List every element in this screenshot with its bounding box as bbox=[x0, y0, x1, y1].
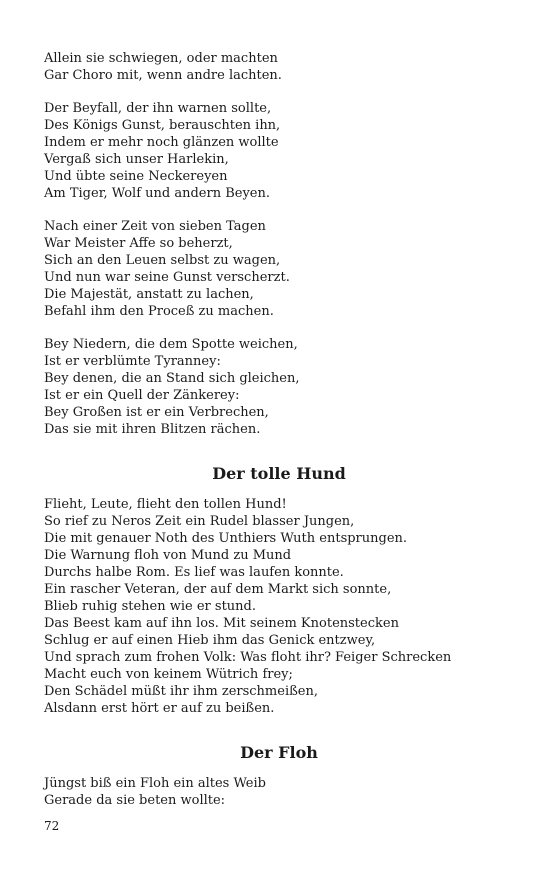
verse-line: Gar Choro mit, wenn andre lachten. bbox=[44, 68, 282, 83]
verse-line: Allein sie schwiegen, oder machten bbox=[44, 51, 278, 66]
verse-line: Vergaß sich unser Harlekin, bbox=[44, 152, 229, 167]
verse-line: Schlug er auf einen Hieb ihm das Genick entzwey, bbox=[44, 633, 376, 648]
verse-line: Bey denen, die an Stand sich gleichen, bbox=[44, 371, 300, 386]
verse-line: Ein rascher Veteran, der auf dem Markt sich sonnte, bbox=[44, 582, 392, 597]
verse-line: Sich an den Leuen selbst zu wagen, bbox=[44, 253, 281, 268]
stanza bbox=[44, 100, 514, 202]
verse-line: Ist er verblümte Tyranney: bbox=[44, 354, 221, 369]
stanza bbox=[44, 218, 514, 320]
page-content bbox=[44, 50, 514, 825]
verse-line: Alsdann erst hört er auf zu beißen. bbox=[44, 701, 275, 716]
verse-line: Der Beyfall, der ihn warnen sollte, bbox=[44, 101, 272, 116]
verse-line: War Meister Affe so beherzt, bbox=[44, 236, 233, 251]
poem-title-floh: Der Floh bbox=[240, 743, 318, 762]
poem-title-hund: Der tolle Hund bbox=[212, 464, 346, 483]
verse-line: Und sprach zum frohen Volk: Was floht ihr? Feiger Schrecken bbox=[44, 650, 452, 665]
verse-line: Indem er mehr noch glänzen wollte bbox=[44, 135, 279, 150]
verse-line: Das sie mit ihren Blitzen rächen. bbox=[44, 422, 261, 437]
verse-line: Nach einer Zeit von sieben Tagen bbox=[44, 219, 266, 234]
verse-line: Die mit genauer Noth des Unthiers Wuth entsprungen. bbox=[44, 531, 408, 546]
verse-line: Des Königs Gunst, berauschten ihn, bbox=[44, 118, 281, 133]
verse-line: Bey Niedern, die dem Spotte weichen, bbox=[44, 337, 298, 352]
page-number: 72 bbox=[44, 819, 60, 833]
poem-body-floh bbox=[44, 775, 514, 809]
verse-line: Bey Großen ist er ein Verbrechen, bbox=[44, 405, 269, 420]
verse-line: Und nun war seine Gunst verscherzt. bbox=[44, 270, 290, 285]
verse-line: Gerade da sie beten wollte: bbox=[44, 793, 226, 808]
stanza bbox=[44, 50, 514, 84]
verse-line: Durchs halbe Rom. Es lief was laufen konnte. bbox=[44, 565, 344, 580]
verse-line: Blieb ruhig stehen wie er stund. bbox=[44, 599, 256, 614]
poem-body-hund bbox=[44, 496, 514, 717]
verse-line: Die Majestät, anstatt zu lachen, bbox=[44, 287, 254, 302]
verse-line: Den Schädel müßt ihr ihm zerschmeißen, bbox=[44, 684, 318, 699]
verse-line: Die Warnung floh von Mund zu Mund bbox=[44, 548, 292, 563]
verse-line: Befahl ihm den Proceß zu machen. bbox=[44, 304, 274, 319]
verse-line: Das Beest kam auf ihn los. Mit seinem Knotenstecken bbox=[44, 616, 399, 631]
verse-line: Macht euch von keinem Wütrich frey; bbox=[44, 667, 293, 682]
verse-line: Am Tiger, Wolf und andern Beyen. bbox=[44, 186, 270, 201]
verse-line: So rief zu Neros Zeit ein Rudel blasser Jungen, bbox=[44, 514, 355, 529]
verse-line: Jüngst biß ein Floh ein altes Weib bbox=[44, 776, 266, 791]
stanza bbox=[44, 336, 514, 438]
verse-line: Ist er ein Quell der Zänkerey: bbox=[44, 388, 240, 403]
verse-line: Flieht, Leute, flieht den tollen Hund! bbox=[44, 497, 287, 512]
verse-line: Und übte seine Neckereyen bbox=[44, 169, 228, 184]
